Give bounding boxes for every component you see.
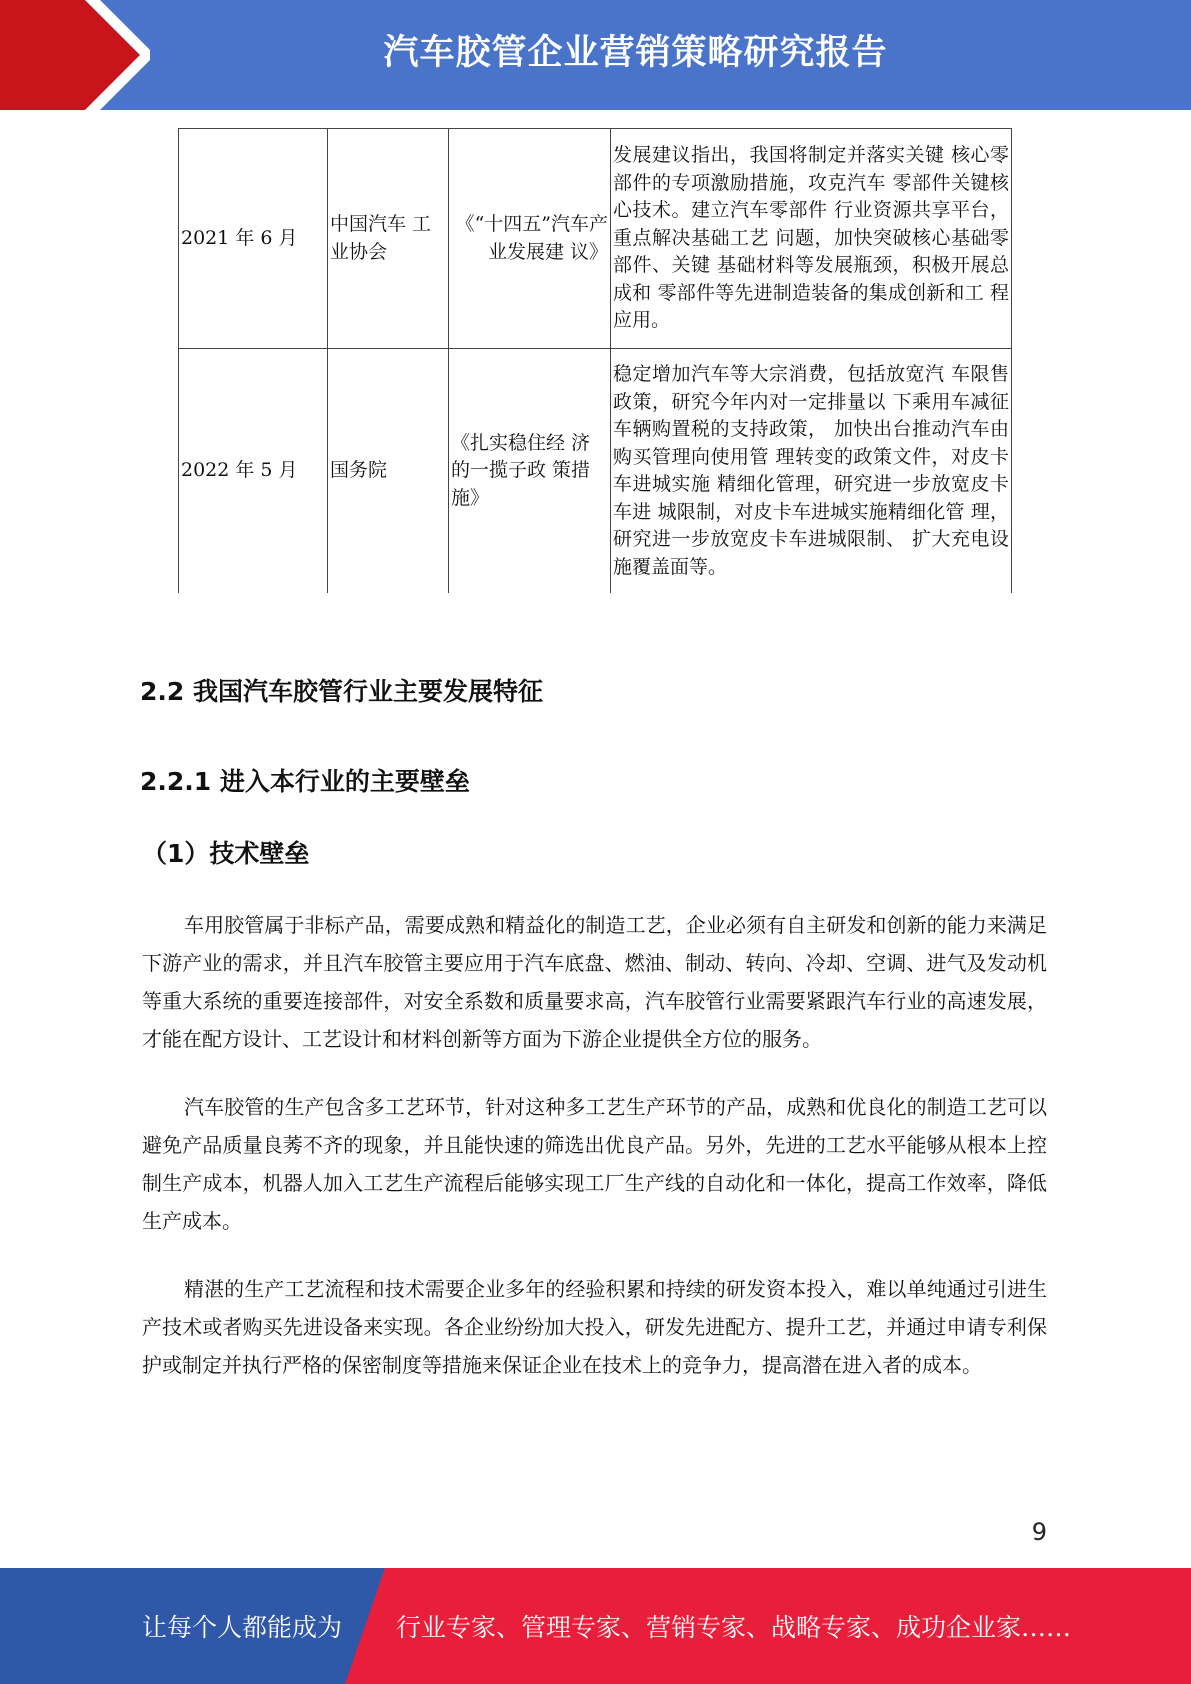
body-paragraph: 汽车胶管的生产包含多工艺环节，针对这种多工艺生产环节的产品，成熟和优良化的制造工艺可以避免产品质量良莠不齐的现象，并且能快速的筛选出优良产品。另外，先进的工艺水平能够从根本上控制生产成本，机器人加入工艺生产流程后能够实现工厂生产线的自动化和一体化，提高工作效率，降低生产成本。 bbox=[142, 1095, 1047, 1233]
report-title: 汽车胶管企业营销策略研究报告 bbox=[383, 33, 888, 73]
table-cell-doc: 《扎实稳住经 济的一揽子政 策措施》 bbox=[449, 349, 611, 594]
body-paragraph: 车用胶管属于非标产品，需要成熟和精益化的制造工艺，企业必须有自主研发和创新的能力来满足下游产业的需求，并且汽车胶管主要应用于汽车底盘、燃油、制动、转向、冷却、空调、进气及发动机等重大系统的重要连接部件，对安全系数和质量要求高，汽车胶管行业需要紧跟汽车行业的高速发展，才能在配方设计、工艺设计和材料创新等方面为下游企业提供全方位的服务。 bbox=[142, 913, 1047, 1051]
table-cell-content: 发展建议指出，我国将制定并落实关键 核心零部件的专项激励措施，攻克汽车 零部件关键核心技术。建立汽车零部件 行业资源共享平台，重点解决基础工艺 问题，加快突破核心基础零部件、关键 基础材料等发展瓶颈，积极开展总成和 零部件等先进制造装备的集成创新和工 程应用。 bbox=[611, 129, 1012, 349]
table-cell-org: 国务院 bbox=[328, 349, 449, 594]
section-heading-2-2: 2.2 我国汽车胶管行业主要发展特征 bbox=[140, 677, 543, 706]
page-number: 9 bbox=[1031, 1518, 1047, 1546]
table-row bbox=[179, 129, 1012, 349]
body-paragraph: 精湛的生产工艺流程和技术需要企业多年的经验积累和持续的研发资本投入，难以单纯通过引进生产技术或者购买先进设备来实现。各企业纷纷加大投入，研发先进配方、提升工艺，并通过申请专利保护或制定并执行严格的保密制度等措施来保证企业在技术上的竞争力，提高潜在进入者的成本。 bbox=[142, 1277, 1047, 1377]
table-cell-date: 2021 年 6 月 bbox=[179, 129, 328, 349]
table-row bbox=[179, 349, 1012, 594]
footer-slogan-right: 行业专家、管理专家、营销专家、战略专家、成功企业家…… bbox=[396, 1613, 1072, 1642]
table-cell-content: 稳定增加汽车等大宗消费，包括放宽汽 车限售政策，研究今年内对一定排量以 下乘用车减征车辆购置税的支持政策， 加快出台推动汽车由购买管理向使用管 理转变的政策文件，对皮卡车进城实施 精细化管理，研究进一步放宽皮卡车进 城限制，对皮卡车进城实施精细化管 理，研究进一步放宽皮卡车进城限制、 扩大充电设施覆盖面等。 bbox=[611, 349, 1012, 594]
table-cell-org: 中国汽车 工业协会 bbox=[328, 129, 449, 349]
table-cell-date: 2022 年 5 月 bbox=[179, 349, 328, 594]
subsection-heading-tech: （1）技术壁垒 bbox=[142, 839, 310, 868]
policy-table bbox=[178, 128, 1012, 593]
footer-slogan-left: 让每个人都能成为 bbox=[142, 1613, 343, 1642]
page-header bbox=[0, 0, 1191, 110]
table-cell-doc: 《“十四五”汽车产业发展建 议》 bbox=[449, 129, 611, 349]
section-heading-2-2-1: 2.2.1 进入本行业的主要壁垒 bbox=[140, 767, 470, 796]
